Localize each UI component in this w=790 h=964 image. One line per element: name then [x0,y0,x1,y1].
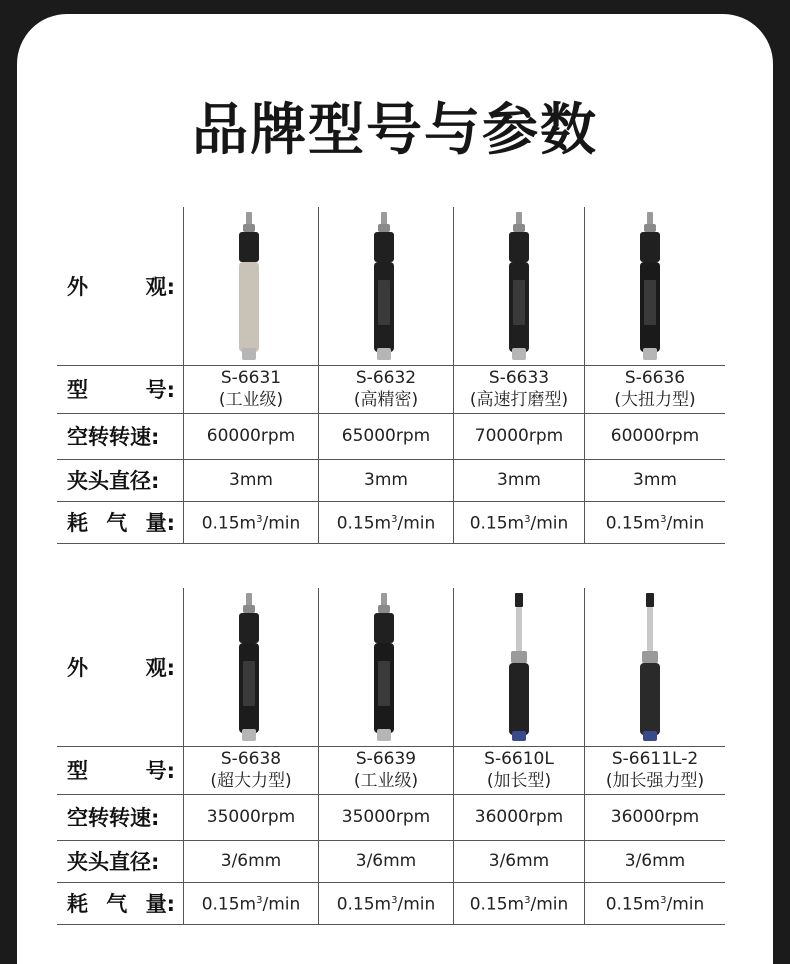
tool-drawing [319,210,453,362]
row-label-part: 外 [67,656,88,680]
collet-value: 3mm [633,470,677,490]
air-number: 0.15m [469,513,525,534]
row-label-part: 观: [145,656,175,680]
cell-collet [184,840,318,882]
row-label-part: 号: [145,378,175,402]
row-label-speed [57,413,183,459]
model-type: (加长型) [486,771,552,791]
air-superscript: 3 [524,895,531,907]
speed-value: 35000rpm [341,807,431,827]
row-label-part: 型 [67,759,88,783]
air-number: 0.15m [469,894,525,915]
air-unit: /min [397,894,436,915]
cell-air [319,882,453,924]
row-label-air [57,501,183,543]
cell-speed [585,413,725,459]
row-label-part: 气 [106,892,128,916]
row-label-part: 外 [67,275,88,299]
row-label-text [67,465,175,495]
tool-drawing [454,210,584,362]
air-number: 0.15m [201,513,257,534]
row-label-text [67,421,175,451]
air-consumption-value [202,890,301,916]
row-label-part: 耗 [67,892,88,916]
model-number: S-6638 [220,749,282,769]
row-label-part: 空转转速: [67,806,160,830]
tool-drawing [184,591,318,743]
row-divider [57,924,725,925]
cell-air [184,501,318,543]
long-grinder-icon [454,588,584,746]
row-label-part: 气 [106,511,128,535]
cell-collet [184,459,318,501]
tool-drawing [585,210,725,362]
air-consumption-value [337,509,436,535]
tool-drawing [319,591,453,743]
model-type: (工业级) [218,390,284,410]
model-type: (工业级) [353,771,419,791]
speed-value: 60000rpm [610,426,700,446]
spec-table [57,588,725,924]
cell-model [319,746,453,794]
cell-model [454,746,584,794]
air-number: 0.15m [201,894,257,915]
air-unit: /min [666,513,705,534]
air-unit: /min [262,513,301,534]
air-consumption-value [470,890,569,916]
cell-air [454,882,584,924]
air-number: 0.15m [336,513,392,534]
air-superscript: 3 [660,514,667,526]
model-type: (加长强力型) [605,771,705,791]
air-unit: /min [530,513,569,534]
collet-value: 3/6mm [488,851,550,871]
row-label-collet [57,840,183,882]
row-label-part: 型 [67,378,88,402]
air-superscript: 3 [391,895,398,907]
row-label-part: 量: [145,892,175,916]
silver-air-grinder-icon [184,207,318,365]
row-label-appearance [57,588,183,746]
cell-speed [184,413,318,459]
air-consumption-value [337,890,436,916]
row-label-model [57,365,183,413]
air-number: 0.15m [605,513,661,534]
model-number: S-6611L-2 [611,749,699,769]
cell-air [454,501,584,543]
cell-speed [454,413,584,459]
row-label-part: 量: [145,511,175,535]
model-type: (高速打磨型) [469,390,569,410]
row-label-text [67,652,175,682]
collet-value: 3mm [229,470,273,490]
air-consumption-value [606,890,705,916]
cell-air [184,882,318,924]
cell-air [585,501,725,543]
cell-speed [454,794,584,840]
row-label-part: 空转转速: [67,425,160,449]
speed-value: 36000rpm [474,807,564,827]
row-label-part: 夹头直径: [67,850,160,874]
row-label-text [67,802,175,832]
row-label-part: 耗 [67,511,88,535]
cell-model [319,365,453,413]
row-label-text [67,755,175,785]
black-torque-grinder-icon [585,207,725,365]
speed-value: 65000rpm [341,426,431,446]
long-heavy-grinder-icon [585,588,725,746]
row-label-model [57,746,183,794]
row-label-text [67,374,175,404]
air-superscript: 3 [391,514,398,526]
row-label-appearance [57,207,183,365]
row-label-collet [57,459,183,501]
cell-model [184,365,318,413]
air-unit: /min [262,894,301,915]
cell-speed [184,794,318,840]
row-label-text [67,271,175,301]
air-unit: /min [530,894,569,915]
collet-value: 3mm [364,470,408,490]
model-number: S-6633 [488,368,550,388]
model-type: (大扭力型) [614,390,696,410]
cell-collet [454,459,584,501]
cell-speed [585,794,725,840]
cell-collet [319,840,453,882]
tool-drawing [585,591,725,743]
row-label-text [67,507,175,537]
row-label-text [67,888,175,918]
collet-value: 3/6mm [220,851,282,871]
black-heavy-grinder-icon [184,588,318,746]
model-number: S-6632 [355,368,417,388]
air-consumption-value [470,509,569,535]
row-divider [57,543,725,544]
cell-collet [454,840,584,882]
row-label-speed [57,794,183,840]
model-type: (超大力型) [210,771,292,791]
cell-model [184,746,318,794]
tool-drawing [454,591,584,743]
cell-model [454,365,584,413]
speed-value: 60000rpm [206,426,296,446]
air-consumption-value [202,509,301,535]
black-high-speed-grinder-icon [454,207,584,365]
air-number: 0.15m [605,894,661,915]
collet-value: 3/6mm [355,851,417,871]
tool-drawing [184,210,318,362]
row-label-part: 号: [145,759,175,783]
model-number: S-6610L [484,749,554,769]
row-label-air [57,882,183,924]
collet-value: 3mm [497,470,541,490]
cell-air [585,882,725,924]
air-superscript: 3 [524,514,531,526]
cell-model [585,365,725,413]
cell-collet [585,459,725,501]
speed-value: 70000rpm [474,426,564,446]
air-number: 0.15m [336,894,392,915]
model-number: S-6636 [624,368,686,388]
page-title: 品牌型号与参数 [192,98,598,163]
air-unit: /min [666,894,705,915]
black-industrial-grinder-icon [319,588,453,746]
model-number: S-6631 [220,368,282,388]
cell-model [585,746,725,794]
air-superscript: 3 [256,895,263,907]
cell-speed [319,794,453,840]
air-superscript: 3 [256,514,263,526]
model-number: S-6639 [355,749,417,769]
air-consumption-value [606,509,705,535]
cell-collet [585,840,725,882]
row-label-part: 夹头直径: [67,469,160,493]
air-superscript: 3 [660,895,667,907]
cell-collet [319,459,453,501]
spec-table [57,207,725,543]
row-label-part: 观: [145,275,175,299]
speed-value: 36000rpm [610,807,700,827]
cell-air [319,501,453,543]
collet-value: 3/6mm [624,851,686,871]
air-unit: /min [397,513,436,534]
row-label-text [67,846,175,876]
cell-speed [319,413,453,459]
speed-value: 35000rpm [206,807,296,827]
model-type: (高精密) [353,390,419,410]
black-precision-grinder-icon [319,207,453,365]
